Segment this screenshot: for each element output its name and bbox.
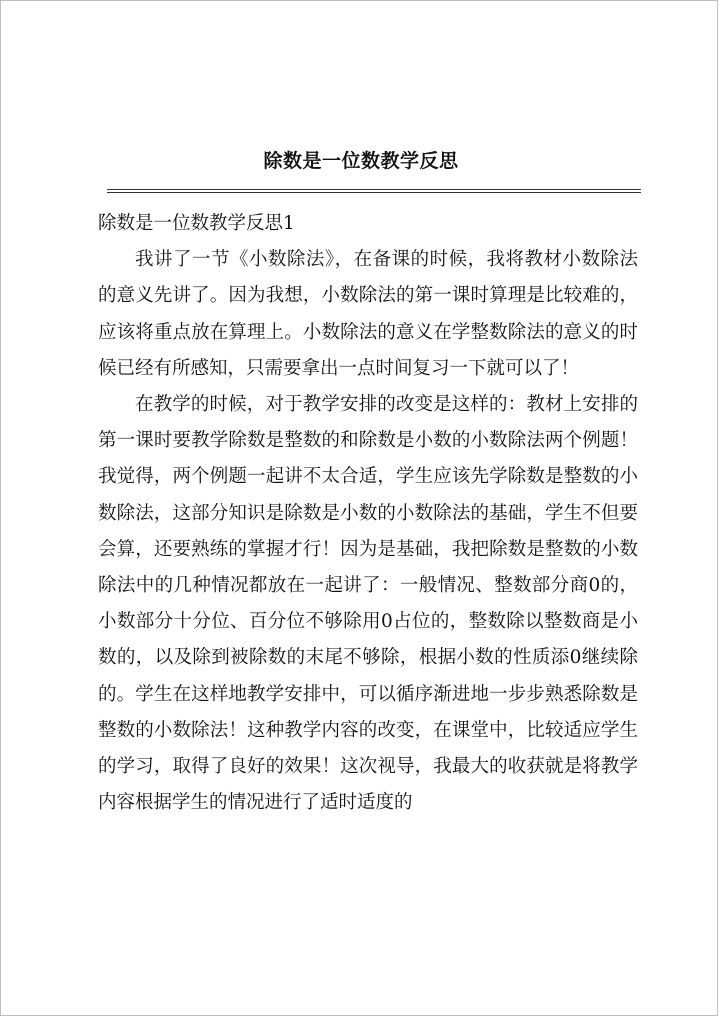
title-divider (107, 189, 641, 193)
paragraph-1: 我讲了一节《小数除法》，在备课的时候，我将教材小数除法的意义先讲了。因为我想，小数除法的第一课时算理是比较难的，应该将重点放在算理上。小数除法的意义在学整数除法的意义的时候已经有所感知，只需要拿出一点时间复习一下就可以了！ (98, 249, 638, 379)
document-title: 除数是一位数教学反思 (263, 150, 459, 172)
section-heading: 除数是一位数教学反思1 (98, 213, 295, 234)
document-body (98, 206, 638, 821)
paragraph-2: 在教学的时候，对于教学安排的改变是这样的：教材上安排的第一课时要教学除数是整数的和除数是小数的小数除法两个例题！我觉得，两个例题一起讲不太合适，学生应该先学除数是整数的小数除法，这部分知识是除数是小数的小数除法的基础，学生不但要会算，还要熟练的掌握才行！因为是基础，我把除数是整数的小数除法中的几种情况都放在一起讲了：一般情况、整数部分商0的，小数部分十分位、百分位不够除用0占位的，整数除以整数商是小数的，以及除到被除数的末尾不够除，根据小数的性质添0继续除的。学生在这样地教学安排中，可以循序渐进地一步步熟悉除数是整数的小数除法！这种教学内容的改变，在课堂中，比较适应学生的学习，取得了良好的效果！这次视导，我最大的收获就是将教学内容根据学生的情况进行了适时适度的 (98, 394, 638, 814)
